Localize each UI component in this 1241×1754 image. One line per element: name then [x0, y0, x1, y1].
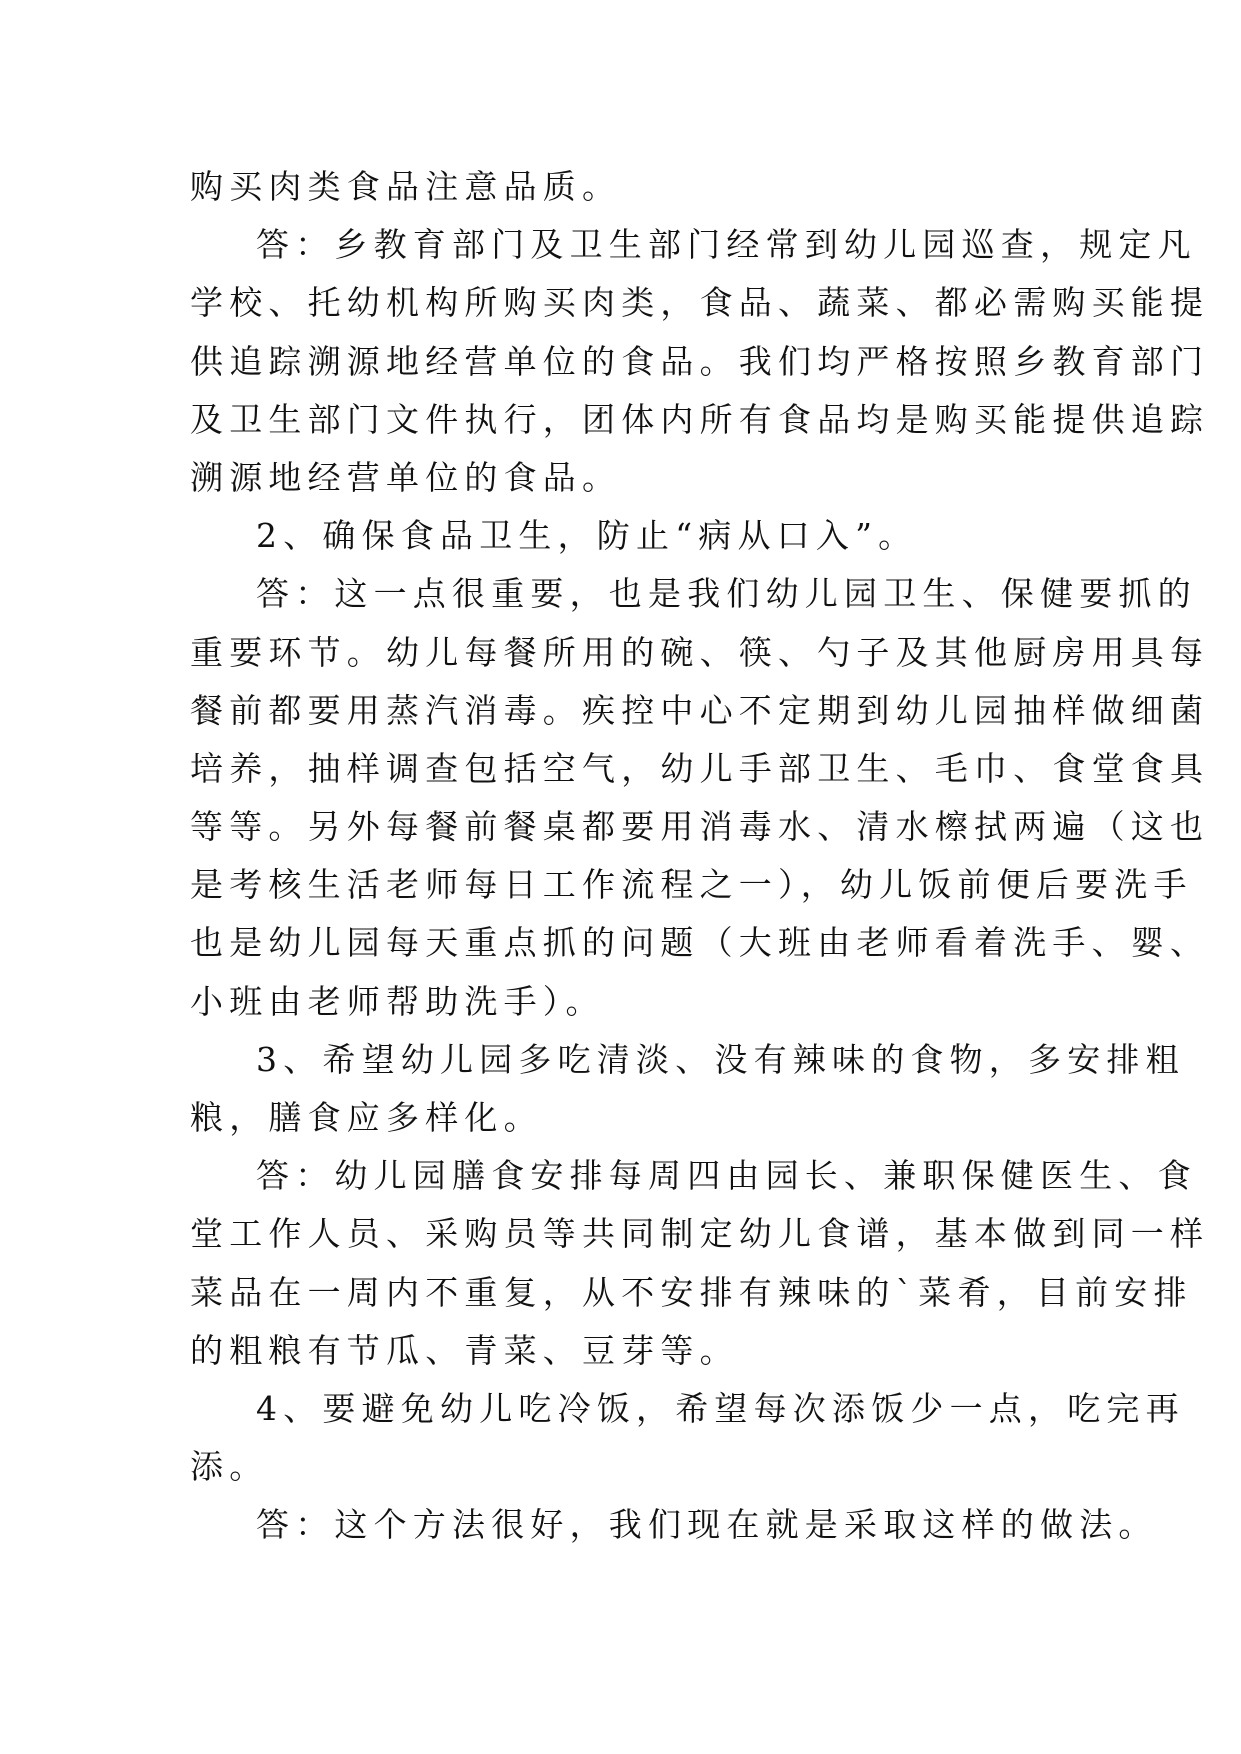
text-line: 答：这个方法很好，我们现在就是采取这样的做法。	[256, 1505, 1158, 1545]
text-line: 添。	[190, 1447, 269, 1487]
text-line: 也是幼儿园每天重点抓的问题（大班由老师看着洗手、婴、	[190, 923, 1210, 963]
text-line: 粮，膳食应多样化。	[190, 1098, 543, 1137]
text-line: 餐前都要用蒸汽消毒。疾控中心不定期到幼儿园抽样做细菌	[190, 690, 1210, 730]
text-line: 菜品在一周内不重复，从不安排有辣味的`菜肴，目前安排	[190, 1272, 1193, 1312]
text-line: 答：这一点很重要，也是我们幼儿园卫生、保健要抓的	[256, 574, 1197, 614]
text-line: 溯源地经营单位的食品。	[190, 457, 622, 497]
text-line: 是考核生活老师每日工作流程之一），幼儿饭前便后要洗手	[190, 865, 1193, 905]
text-line: 等等。另外每餐前餐桌都要用消毒水、清水檫拭两遍（这也	[190, 807, 1210, 847]
text-line: 答：幼儿园膳食安排每周四由园长、兼职保健医生、食	[256, 1156, 1197, 1196]
text-line: 堂工作人员、采购员等共同制定幼儿食谱，基本做到同一样	[190, 1214, 1210, 1254]
text-line: 3、希望幼儿园多吃清淡、没有辣味的食物，多安排粗	[256, 1039, 1185, 1079]
text-line: 小班由老师帮助洗手）。	[190, 981, 605, 1021]
text-line: 及卫生部门文件执行，团体内所有食品均是购买能提供追踪	[190, 399, 1210, 439]
text-line: 购买肉类食品注意品质。	[190, 167, 622, 206]
text-line: 学校、托幼机构所购买肉类，食品、蔬菜、都必需购买能提	[190, 283, 1210, 323]
text-line: 2、确保食品卫生，防止“病从口入”。	[256, 516, 918, 556]
document-body	[190, 158, 1210, 1555]
text-line: 供追踪溯源地经营单位的食品。我们均严格按照乡教育部门	[190, 341, 1210, 381]
text-line: 培养，抽样调查包括空气，幼儿手部卫生、毛巾、食堂食具	[190, 748, 1210, 788]
text-line: 答：乡教育部门及卫生部门经常到幼儿园巡查，规定凡	[256, 225, 1197, 265]
text-line: 重要环节。幼儿每餐所用的碗、筷、勺子及其他厨房用具每	[190, 632, 1210, 672]
text-line: 的粗粮有节瓜、青菜、豆芽等。	[190, 1330, 739, 1370]
text-line: 4、要避免幼儿吃冷饭，希望每次添饭少一点，吃完再	[256, 1388, 1185, 1428]
